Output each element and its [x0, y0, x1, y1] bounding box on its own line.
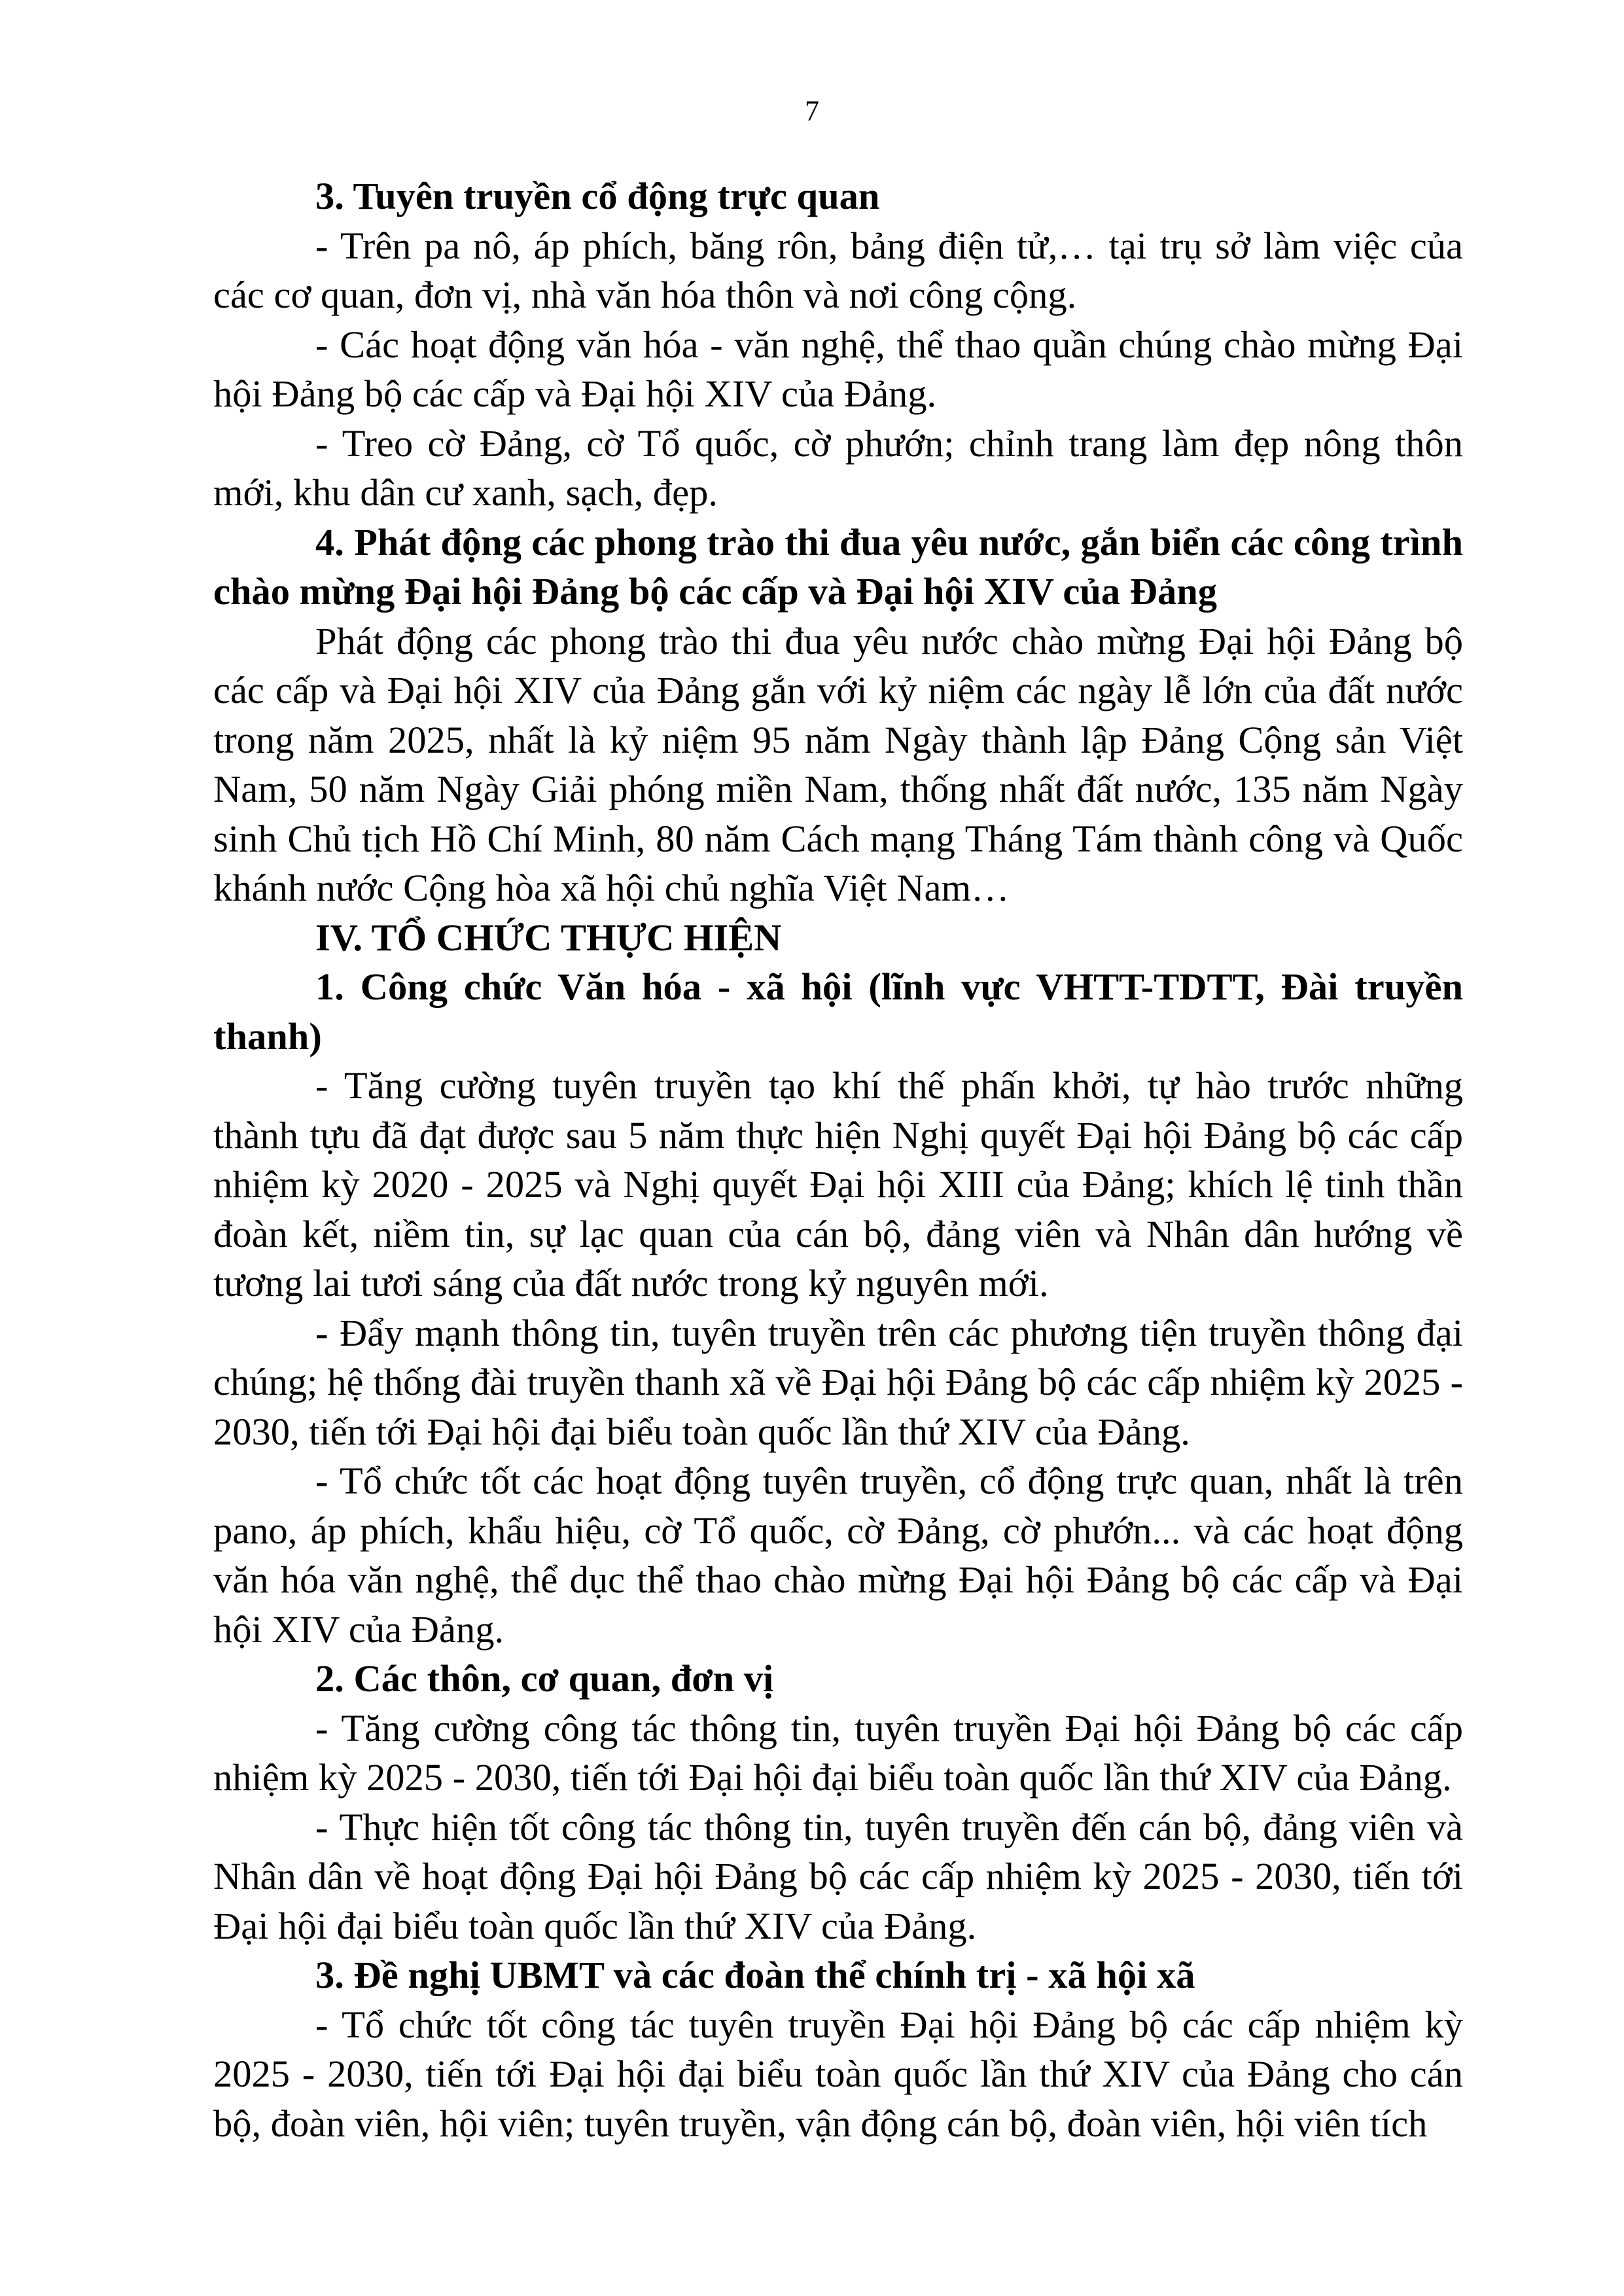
iv-2-paragraph: - Tăng cường công tác thông tin, tuyên truyền Đại hội Đảng bộ các cấp nhiệm kỳ 2025 - 2030, tiến tới Đại hội đại biểu toàn quốc lần thứ XIV của Đảng.: [213, 1706, 1463, 1799]
part-iv-heading: IV. TỔ CHỨC THỰC HIỆN: [315, 916, 782, 959]
iv-3-paragraph: - Tổ chức tốt công tác tuyên truyền Đại hội Đảng bộ các cấp nhiệm kỳ 2025 - 2030, tiến tới Đại hội đại biểu toàn quốc lần thứ XIV của Đảng cho cán bộ, đoàn viên, hội viên; tuyên truyền, vận động cán bộ, đoàn viên, hội viên tích: [213, 2003, 1463, 2145]
section-3-heading: 3. Tuyên truyền cổ động trực quan: [315, 175, 880, 217]
iv-1-paragraph: - Đẩy mạnh thông tin, tuyên truyền trên các phương tiện truyền thông đại chúng; hệ thống đài truyền thanh xã về Đại hội Đảng bộ các cấp nhiệm kỳ 2025 - 2030, tiến tới Đại hội đại biểu toàn quốc lần thứ XIV của Đảng.: [213, 1311, 1463, 1453]
section-4-paragraph: Phát động các phong trào thi đua yêu nước chào mừng Đại hội Đảng bộ các cấp và Đại hội XIV của Đảng gắn với kỷ niệm các ngày lễ lớn của đất nước trong năm 2025, nhất là kỷ niệm 95 năm Ngày thành lập Đảng Cộng sản Việt Nam, 50 năm Ngày Giải phóng miền Nam, thống nhất đất nước, 135 năm Ngày sinh Chủ tịch Hồ Chí Minh, 80 năm Cách mạng Tháng Tám thành công và Quốc khánh nước Cộng hòa xã hội chủ nghĩa Việt Nam…: [213, 619, 1463, 909]
iv-2-paragraph: - Thực hiện tốt công tác thông tin, tuyên truyền đến cán bộ, đảng viên và Nhân dân về hoạt động Đại hội Đảng bộ các cấp nhiệm kỳ 2025 - 2030, tiến tới Đại hội đại biểu toàn quốc lần thứ XIV của Đảng.: [213, 1805, 1463, 1947]
iv-1-heading: 1. Công chức Văn hóa - xã hội (lĩnh vực VHTT-TDTT, Đài truyền thanh): [213, 965, 1463, 1058]
iv-2-heading: 2. Các thôn, cơ quan, đơn vị: [315, 1657, 774, 1700]
section-3-paragraph: - Các hoạt động văn hóa - văn nghệ, thể thao quần chúng chào mừng Đại hội Đảng bộ các cấp và Đại hội XIV của Đảng.: [213, 323, 1463, 415]
iv-1-paragraph: - Tăng cường tuyên truyền tạo khí thế phấn khởi, tự hào trước những thành tựu đã đạt được sau 5 năm thực hiện Nghị quyết Đại hội Đảng bộ các cấp nhiệm kỳ 2020 - 2025 và Nghị quyết Đại hội XIII của Đảng; khích lệ tinh thần đoàn kết, niềm tin, sự lạc quan của cán bộ, đảng viên và Nhân dân hướng về tương lai tươi sáng của đất nước trong kỷ nguyên mới.: [213, 1064, 1463, 1304]
document-body: [213, 171, 1463, 2148]
section-3-paragraph: - Trên pa nô, áp phích, băng rôn, bảng điện tử,… tại trụ sở làm việc của các cơ quan, đơn vị, nhà văn hóa thôn và nơi công cộng.: [213, 224, 1463, 316]
iv-3-heading: 3. Đề nghị UBMT và các đoàn thể chính trị - xã hội xã: [315, 1954, 1195, 1996]
section-3-paragraph: - Treo cờ Đảng, cờ Tổ quốc, cờ phướn; chỉnh trang làm đẹp nông thôn mới, khu dân cư xanh, sạch, đẹp.: [213, 422, 1463, 514]
iv-1-paragraph: - Tổ chức tốt các hoạt động tuyên truyền, cổ động trực quan, nhất là trên pano, áp phích, khẩu hiệu, cờ Tổ quốc, cờ Đảng, cờ phướn... và các hoạt động văn hóa văn nghệ, thể dục thể thao chào mừng Đại hội Đảng bộ các cấp và Đại hội XIV của Đảng.: [213, 1460, 1463, 1651]
section-4-heading: 4. Phát động các phong trào thi đua yêu nước, gắn biển các công trình chào mừng Đại hội Đảng bộ các cấp và Đại hội XIV của Đảng: [213, 520, 1463, 613]
page-number: 7: [805, 95, 819, 127]
